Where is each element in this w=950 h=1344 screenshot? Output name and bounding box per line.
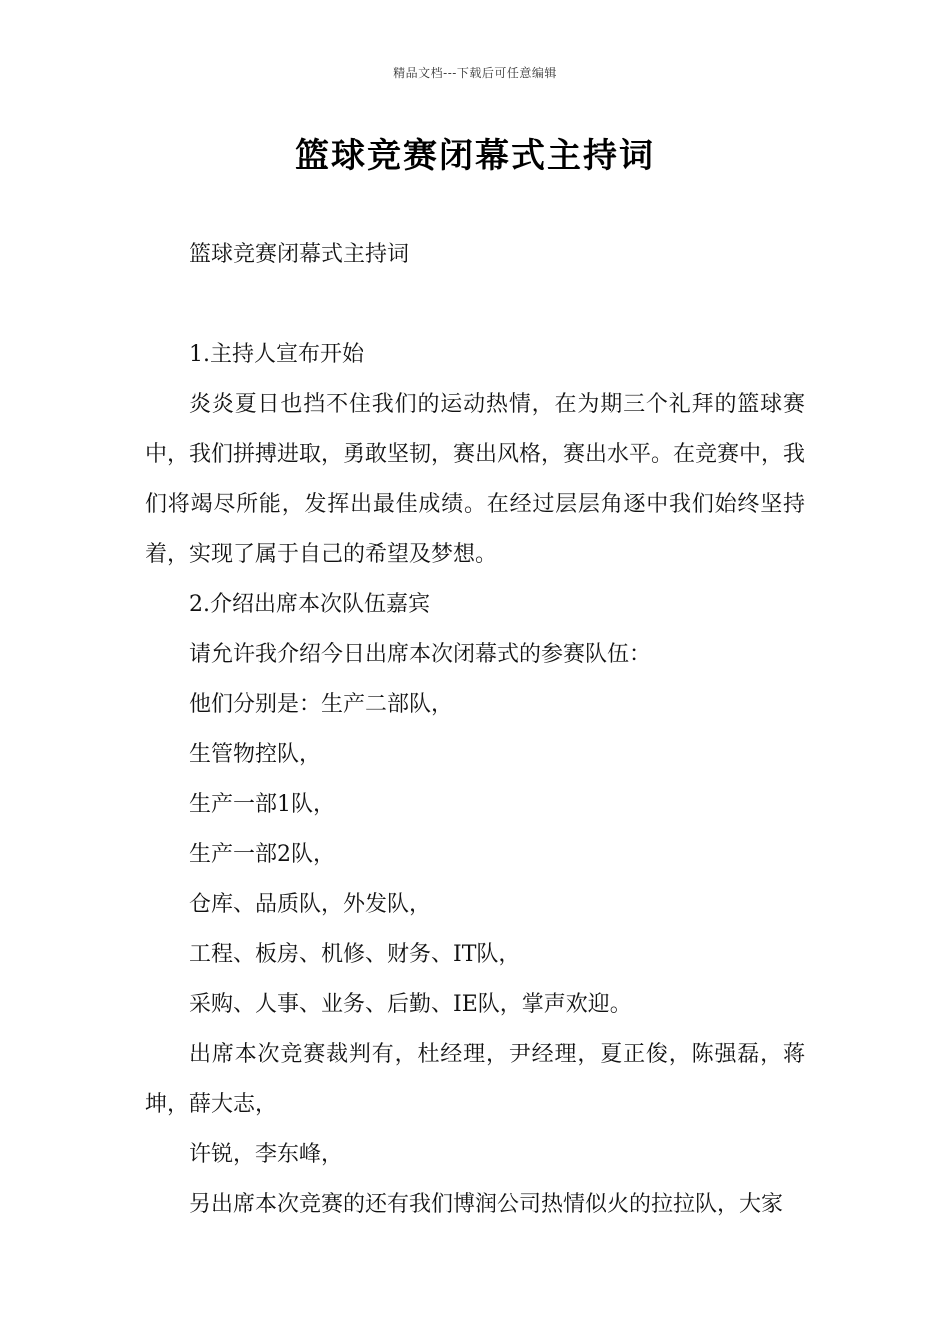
paragraph-spacer [145,280,805,330]
document-body [145,230,805,1230]
team-list-line: 采购、人事、业务、后勤、IE队，掌声欢迎。 [189,992,632,1017]
team-list-line: 生产一部1队， [189,792,335,817]
body-paragraph: 另出席本次竞赛的还有我们博润公司热情似火的拉拉队，大家 [189,1192,784,1217]
document-title: 篮球竞赛闭幕式主持词 [295,136,655,176]
team-list-line: 生管物控队， [189,742,322,767]
document-subtitle: 篮球竞赛闭幕式主持词 [189,242,410,267]
body-paragraph: 请允许我介绍今日出席本次闭幕式的参赛队伍： [189,642,652,667]
body-paragraph: 炎炎夏日也挡不住我们的运动热情，在为期三个礼拜的篮球赛中，我们拼搏进取，勇敢坚韧，赛出风格，赛出水平。在竞赛中，我们将竭尽所能，发挥出最佳成绩。在经过层层角逐中我们始终坚持着，实现了属于自己的希望及梦想。 [145,392,806,567]
section-heading-guests: 2.介绍出席本次队伍嘉宾 [189,592,430,617]
team-list-line: 仓库、品质队，外发队， [189,892,432,917]
referee-list-paragraph: 出席本次竞赛裁判有，杜经理，尹经理，夏正俊，陈强磊，蒋坤，薛大志， [145,1042,805,1117]
page-header-watermark: 精品文档---下载后可任意编辑 [393,66,557,80]
team-list-line: 生产一部2队， [189,842,335,867]
referee-list-line: 许锐，李东峰， [189,1142,344,1167]
team-list-line: 他们分别是：生产二部队， [189,692,454,717]
team-list-line: 工程、板房、机修、财务、IT队， [189,942,521,967]
section-heading-opening: 1.主持人宣布开始 [189,342,364,367]
